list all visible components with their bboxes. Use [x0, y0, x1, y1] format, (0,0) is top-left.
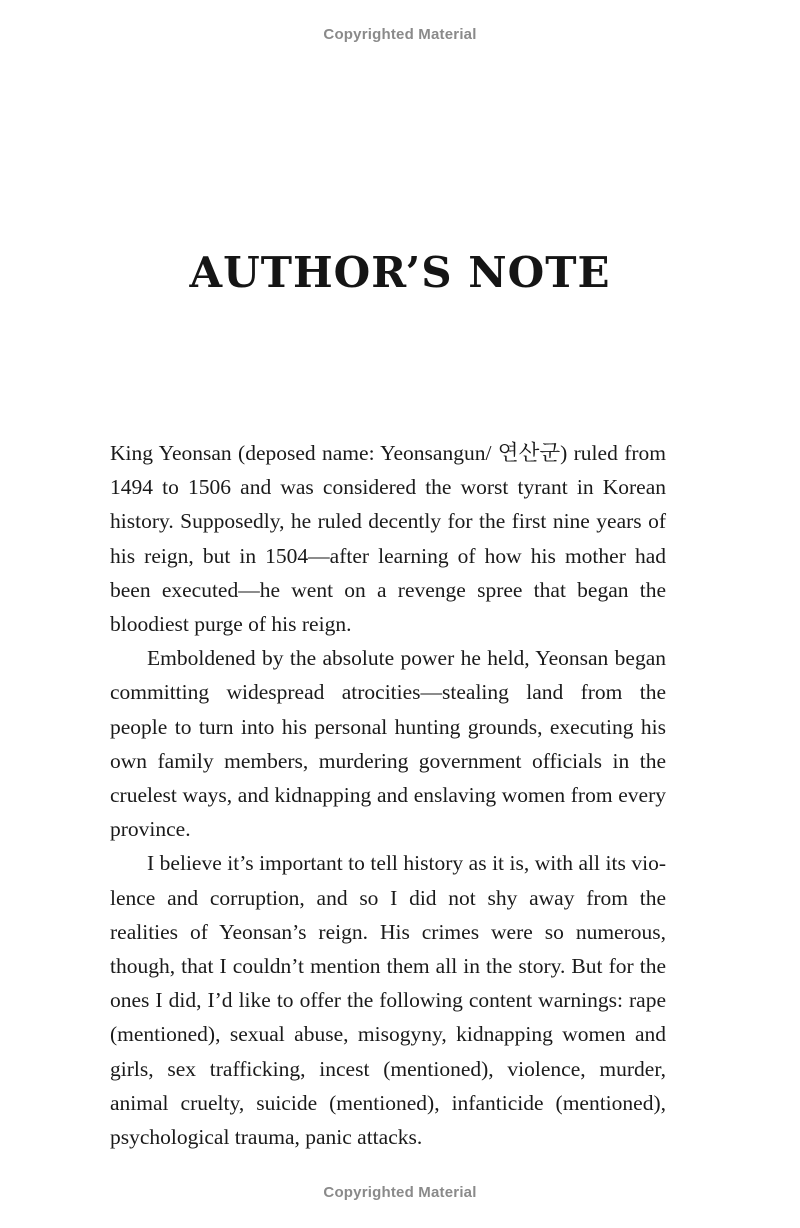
copyright-watermark-bottom: Copyrighted Material	[323, 1184, 477, 1201]
copyright-watermark-top: Copyrighted Material	[323, 26, 477, 43]
paragraph-1: King Yeonsan (deposed name: Yeonsangun/ 연산군) ruled from 1494 to 1506 and was considered the worst tyrant in Korean history. Supposedly, he ruled decently for the first nine years of his reign, but in 1504—after learning of how his mother had been executed—he went on a revenge spree that began the bloodiest purge of his reign.	[110, 441, 666, 637]
author-note-body	[110, 436, 666, 1154]
chapter-title: AUTHOR’S NOTE	[189, 248, 611, 297]
paragraph-2: Emboldened by the absolute power he held, Yeonsan began committing widespread atrocities—stealing land from the people to turn into his personal hunting grounds, executing his own family members, murdering government officials in the cruelest ways, and kidnapping and enslaving women from every province.	[110, 646, 666, 842]
paragraph-3: I believe it’s important to tell history as it is, with all its violence and corruption, and so I did not shy away from the realities of Yeonsan’s reign. His crimes were so numerous, though, that I couldn’t mention them all in the story. But for the ones I did, I’d like to offer the following content warnings: rape (mentioned), sexual abuse, misogyny, kidnapping women and girls, sex trafficking, incest (mentioned), violence, murder, animal cruelty, suicide (mentioned), infanticide (mentioned), psychological trauma, panic attacks.	[110, 851, 666, 1150]
